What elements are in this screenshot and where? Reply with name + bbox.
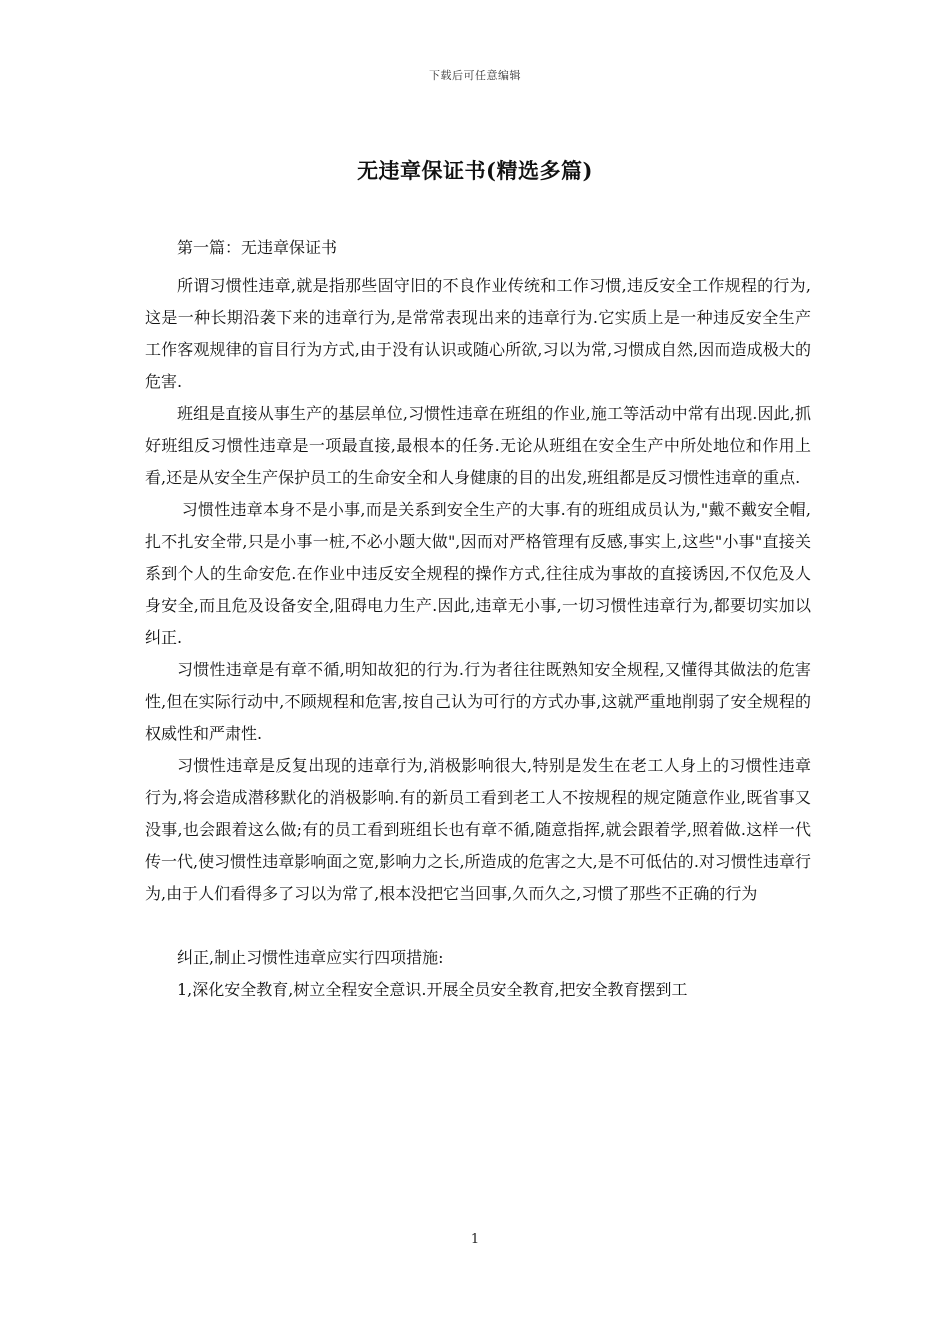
document-body (145, 232, 811, 1006)
page-header-note: 下载后可任意编辑 (429, 69, 521, 82)
paragraph: 纠正,制止习惯性违章应实行四项措施: (177, 948, 444, 967)
document-title: 无违章保证书(精选多篇) (357, 158, 593, 183)
paragraph: 1,深化安全教育,树立全程安全意识.开展全员安全教育,把安全教育摆到工 (177, 980, 688, 999)
paragraph: 班组是直接从事生产的基层单位,习惯性违章在班组的作业,施工等活动中常有出现.因此,抓好班组反习惯性违章是一项最直接,最根本的任务.无论从班组在安全生产中所处地位和作用上看,还是从安全生产保护员工的生命安全和人身健康的目的出发,班组都是反习惯性违章的重点. (145, 404, 811, 487)
section-heading: 第一篇：无违章保证书 (177, 238, 338, 257)
page-number: 1 (470, 1232, 480, 1247)
paragraph: 习惯性违章是有章不循,明知故犯的行为.行为者往往既熟知安全规程,又懂得其做法的危害性,但在实际行动中,不顾规程和危害,按自己认为可行的方式办事,这就严重地削弱了安全规程的权威性和严肃性. (145, 660, 811, 743)
paragraph: 所谓习惯性违章,就是指那些固守旧的不良作业传统和工作习惯,违反安全工作规程的行为,这是一种长期沿袭下来的违章行为,是常常表现出来的违章行为.它实质上是一种违反安全生产工作客观规律的盲目行为方式,由于没有认识或随心所欲,习以为常,习惯成自然,因而造成极大的危害. (145, 276, 811, 391)
paragraph: 习惯性违章是反复出现的违章行为,消极影响很大,特别是发生在老工人身上的习惯性违章行为,将会造成潜移默化的消极影响.有的新员工看到老工人不按规程的规定随意作业,既省事又没事,也会跟着这么做;有的员工看到班组长也有章不循,随意指挥,就会跟着学,照着做.这样一代传一代,使习惯性违章影响面之宽,影响力之长,所造成的危害之大,是不可低估的.对习惯性违章行为,由于人们看得多了习以为常了,根本没把它当回事,久而久之,习惯了那些不正确的行为 (145, 756, 811, 903)
paragraph: 习惯性违章本身不是小事,而是关系到安全生产的大事.有的班组成员认为,"戴不戴安全帽,扎不扎安全带,只是小事一桩,不必小题大做",因而对严格管理有反感,事实上,这些"小事"直接关系到个人的生命安危.在作业中违反安全规程的操作方式,往往成为事故的直接诱因,不仅危及人身安全,而且危及设备安全,阻碍电力生产.因此,违章无小事,一切习惯性违章行为,都要切实加以纠正. (145, 500, 811, 647)
